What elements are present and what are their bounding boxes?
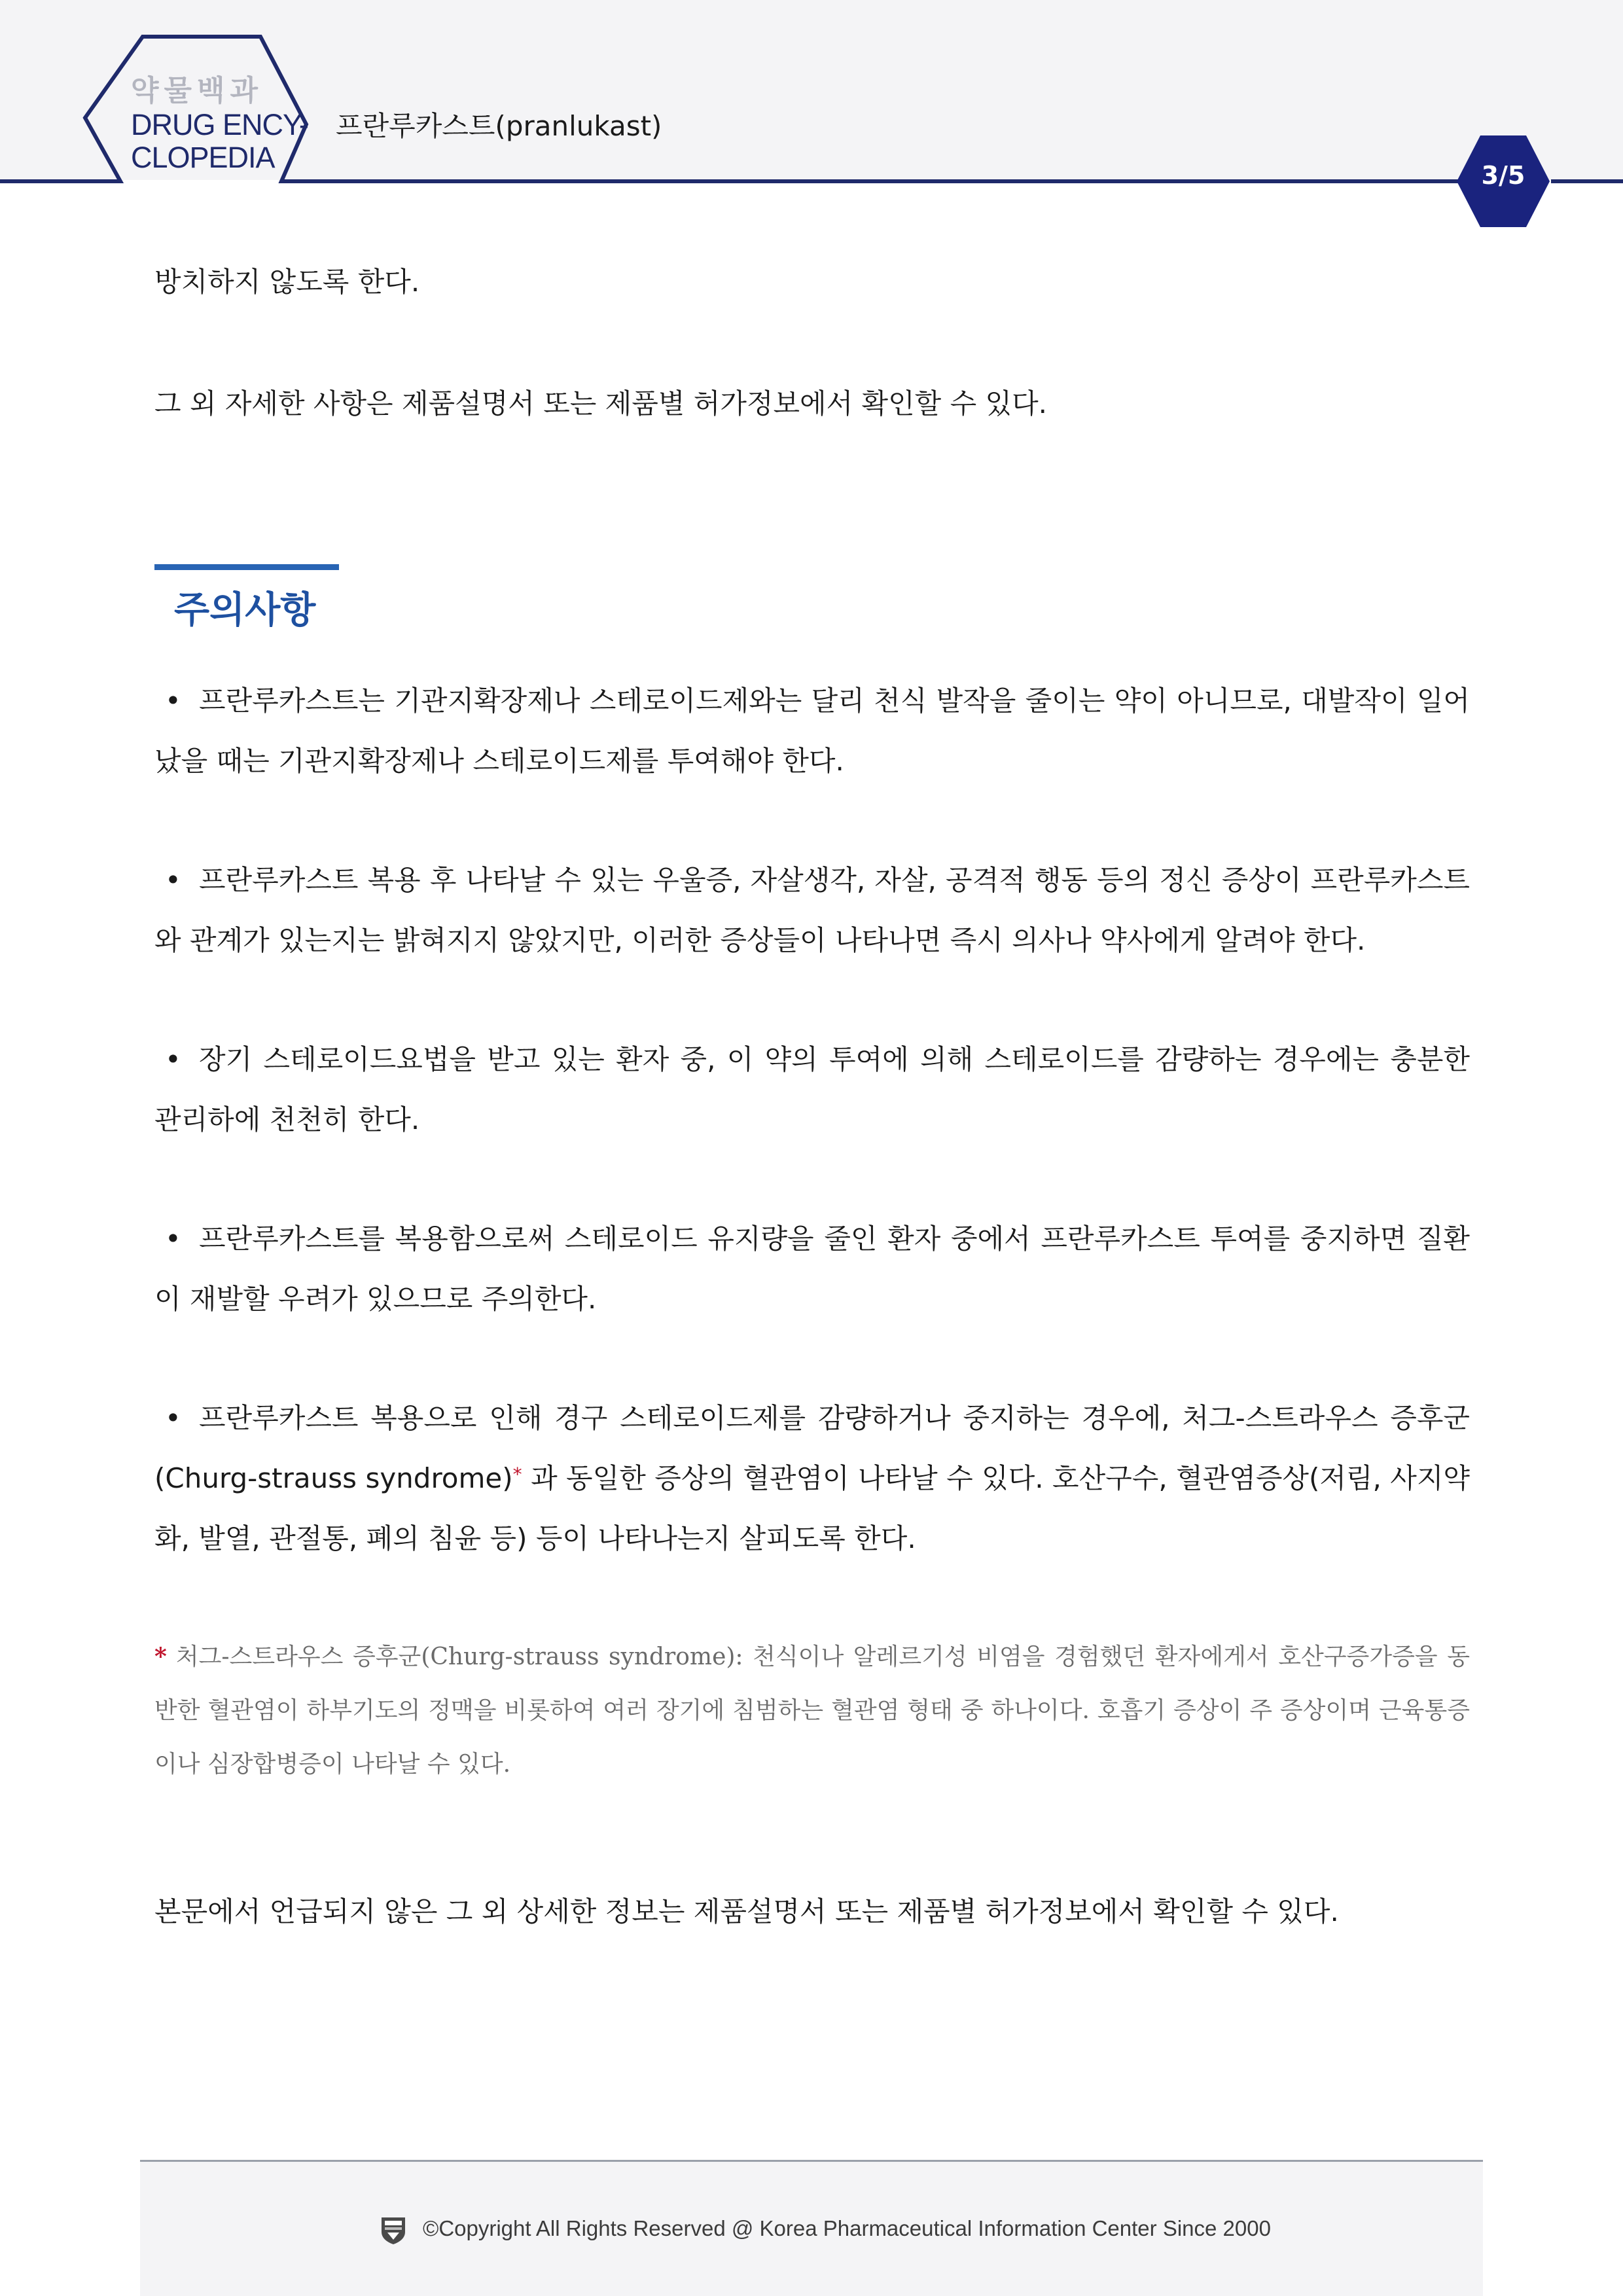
copyright-text: ©Copyright All Rights Reserved @ Korea Pharmaceutical Information Center Since 2000 (423, 2216, 1271, 2240)
bullet-text: 프란루카스트 복용 후 나타날 수 있는 우울증, 자살생각, 자살, 공격적 행동 등의 정신 증상이 프란루카스트와 관계가 있는지는 밝혀지지 않았지만, 이러한 증상들이 나타나면 즉시 의사나 약사에게 알려야 한다. (154, 864, 1470, 956)
document-title: 프란루카스트(pranlukast) (336, 110, 662, 142)
section-heading: 주의사항 (174, 589, 316, 632)
bullet-marker: • (165, 1223, 181, 1255)
intro-paragraph-2: 그 외 자세한 사항은 제품설명서 또는 제품별 허가정보에서 확인할 수 있다. (154, 387, 1048, 420)
closing-paragraph: 본문에서 언급되지 않은 그 외 상세한 정보는 제품설명서 또는 제품별 허가정보에서 확인할 수 있다. (154, 1895, 1339, 1928)
caution-bullet-5 (154, 1388, 1470, 1569)
bullet-marker: • (165, 685, 181, 717)
footnote-text: 처그-스트라우스 증후군(Churg-strauss syndrome): 천식이나 알레르기성 비염을 경험했던 환자에게서 호산구증가증을 동반한 혈관염이 하부기도의 정맥을 비롯하여 여러 장기에 침범하는 혈관염 형태 중 하나이다. 호흡기 증상이 주 증상이며 근육통증이나 심장합병증이 나타날 수 있다. (154, 1643, 1470, 1778)
caution-bullet-4 (154, 1209, 1470, 1329)
footnote-star: * (154, 1643, 167, 1670)
caution-bullet-3 (154, 1030, 1470, 1150)
logo-korean-text: 약물백과 (131, 74, 264, 107)
bullet-marker: • (165, 1043, 181, 1075)
bullet-text-part-2: 과 동일한 증상의 혈관염이 나타날 수 있다. 호산구수, 혈관염증상(저림, 사지약화, 발열, 관절통, 폐의 침윤 등) 등이 나타나는지 살피도록 한다. (154, 1462, 1470, 1554)
bullet-text: 프란루카스트는 기관지확장제나 스테로이드제와는 달리 천식 발작을 줄이는 약이 아니므로, 대발작이 일어났을 때는 기관지확장제나 스테로이드제를 투여해야 한다. (154, 685, 1470, 777)
footnote (154, 1630, 1470, 1791)
caution-bullet-2 (154, 850, 1470, 971)
intro-paragraph-1: 방치하지 않도록 한다. (154, 266, 420, 298)
bullet-marker: • (165, 864, 181, 896)
caution-bullet-1 (154, 671, 1470, 791)
bullet-marker: • (165, 1402, 181, 1434)
page-indicator: 3/5 (1481, 161, 1525, 190)
logo-english-text: DRUG ENCY- CLOPEDIA (131, 108, 308, 174)
bullet-text: 장기 스테로이드요법을 받고 있는 환자 중, 이 약의 투여에 의해 스테로이드를 감량하는 경우에는 충분한 관리하에 천천히 한다. (154, 1043, 1470, 1136)
bullet-text: 프란루카스트를 복용함으로써 스테로이드 유지량을 줄인 환자 중에서 프란루카스트 투여를 중지하면 질환이 재발할 우려가 있으므로 주의한다. (154, 1223, 1470, 1315)
section-accent-bar (154, 564, 339, 570)
kpic-emblem-icon (380, 2215, 407, 2245)
footnote-reference-star: * (512, 1463, 522, 1485)
bullet-text-part-1: 프란루카스트 복용으로 인해 경구 스테로이드제를 감량하거나 중지하는 경우에, 처그-스트라우스 증후군(Churg-strauss syndrome) (154, 1402, 1470, 1494)
